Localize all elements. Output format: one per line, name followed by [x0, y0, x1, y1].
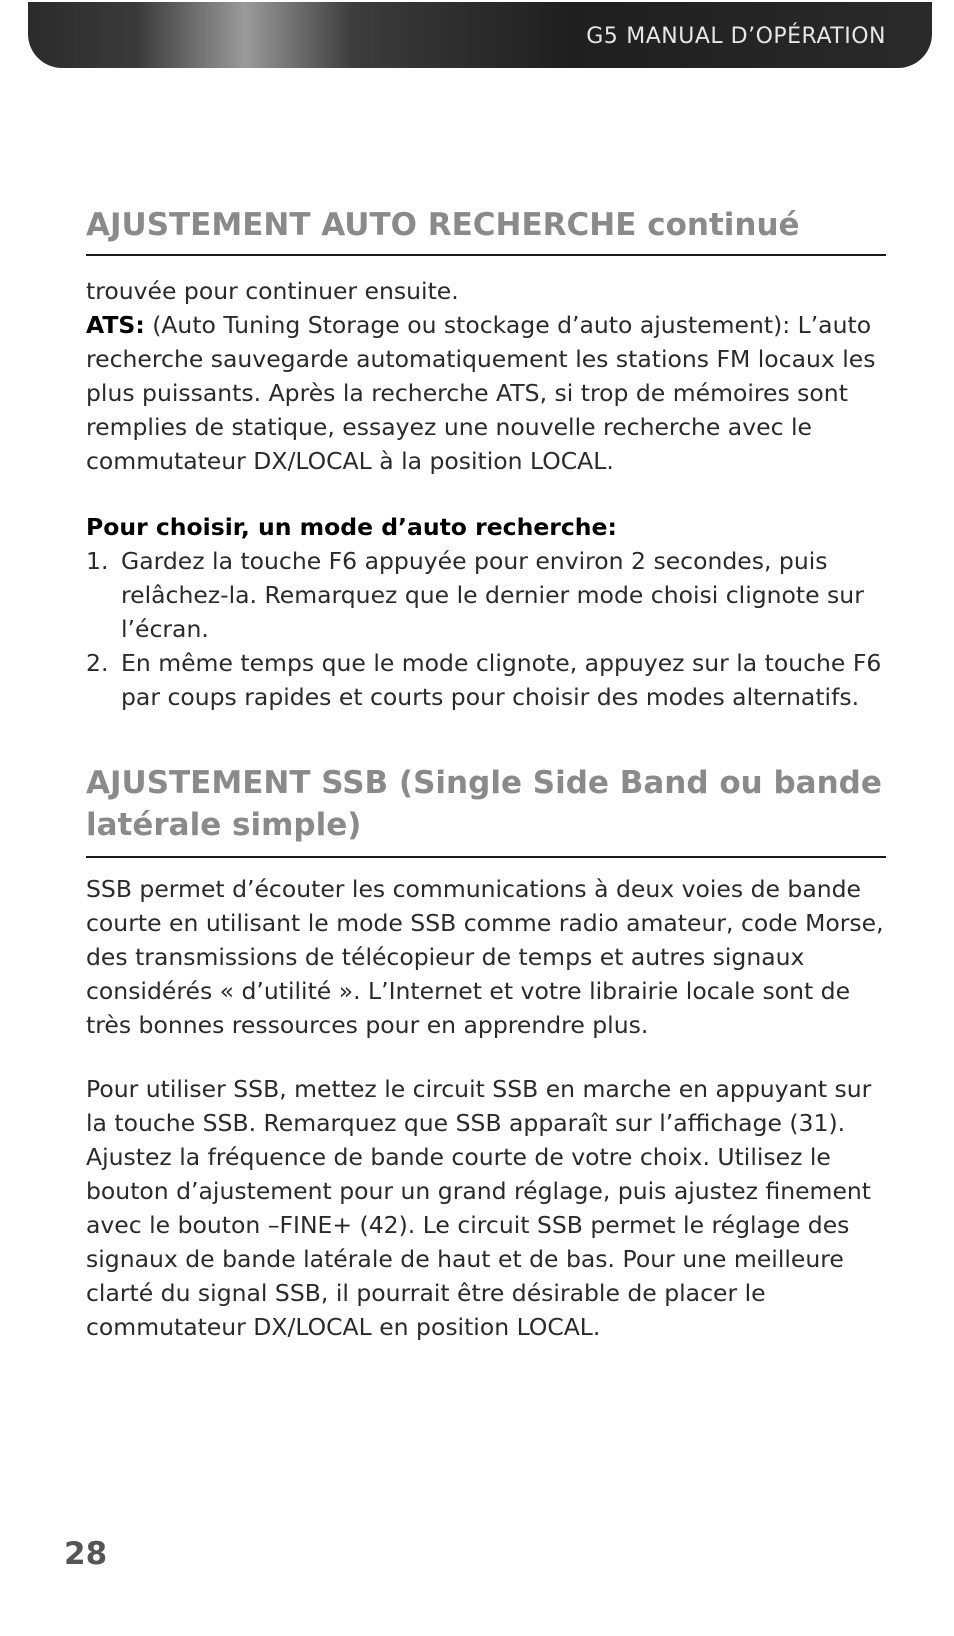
- header-manual-title: MANUAL D’OPÉRATION: [626, 24, 886, 49]
- list-item: [86, 544, 886, 646]
- list-item: [86, 646, 886, 714]
- steps-list: [86, 544, 886, 714]
- ats-label: ATS:: [86, 311, 145, 339]
- page-content: [86, 0, 886, 1344]
- page-number: 28: [64, 1536, 108, 1572]
- ats-text: (Auto Tuning Storage ou stockage d’auto ajustement): L’auto recherche sauvegarde automatiquement les stations FM locaux les plus puissants. Après la recherche ATS, si trop de mémoires sont remplies de statique, essayez une nouvelle recherche avec le commutateur DX/LOCAL à la position LOCAL.: [86, 311, 876, 475]
- step-text: En même temps que le mode clignote, appuyez sur la touche F6 par coups rapides et courts pour choisir des modes alternatifs.: [121, 649, 882, 711]
- section2-para1: SSB permet d’écouter les communications à deux voies de bande courte en utilisant le mode SSB comme radio amateur, code Morse, des transmissions de télécopieur de temps et autres signaux considérés « d’utilité ». L’Internet et votre librairie locale sont de très bonnes ressources pour en apprendre plus.: [86, 875, 884, 1039]
- step-number: 1.: [86, 547, 109, 575]
- ats-paragraph: [86, 308, 886, 478]
- step-number: 2.: [86, 649, 109, 677]
- step-text: Gardez la touche F6 appuyée pour environ 2 secondes, puis relâchez-la. Remarquez que le dernier mode choisi clignote sur l’écran.: [121, 547, 864, 643]
- section2-para2: Pour utiliser SSB, mettez le circuit SSB en marche en appuyant sur la touche SSB. Remarquez que SSB apparaît sur l’affichage (31). Ajustez la fréquence de bande courte de votre choix. Utilisez le bouton d’ajustement pour un grand réglage, puis ajustez finement avec le bouton –FINE+ (42). Le circuit SSB permet le réglage des signaux de bande latérale de haut et de bas. Pour une meilleure clarté du signal SSB, il pourrait être désirable de placer le commutateur DX/LOCAL en position LOCAL.: [86, 1075, 872, 1341]
- mode-subheading: Pour choisir, un mode d’auto recherche:: [86, 513, 617, 541]
- header-model: G5: [586, 24, 619, 49]
- section1-title: AJUSTEMENT AUTO RECHERCHE continué: [86, 207, 800, 243]
- section2-title: AJUSTEMENT SSB (Single Side Band ou bande latérale simple): [86, 765, 882, 843]
- section1-para1: trouvée pour continuer ensuite.: [86, 277, 459, 305]
